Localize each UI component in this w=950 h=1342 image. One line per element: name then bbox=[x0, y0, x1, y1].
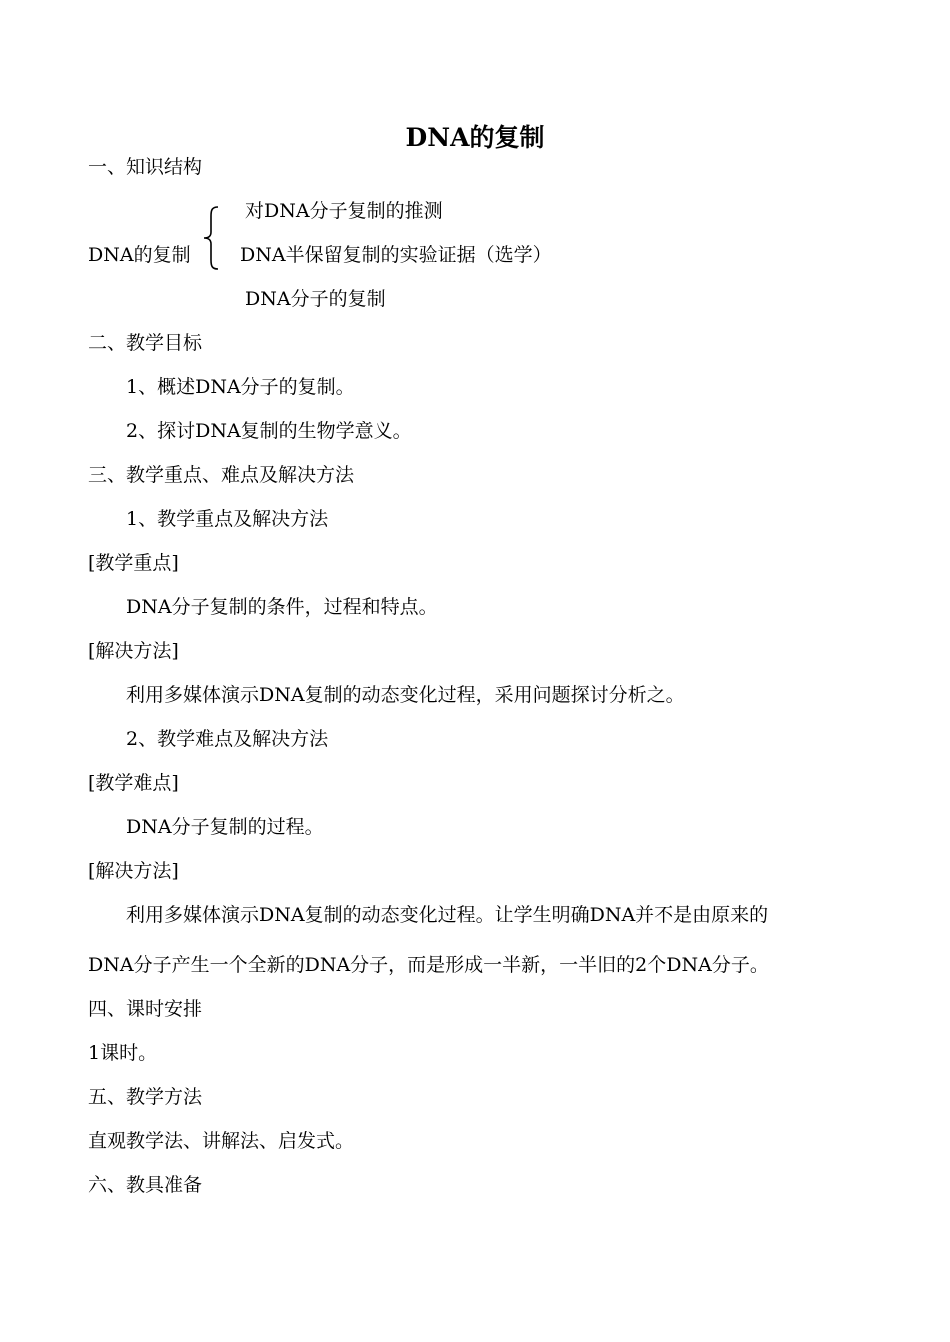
text-difficulty: DNA分子复制的过程。 bbox=[126, 816, 324, 838]
structure-branch-2: DNA半保留复制的实验证据（选学） bbox=[240, 244, 552, 266]
section-heading-teaching-methods: 五、教学方法 bbox=[88, 1086, 203, 1108]
structure-branch-1: 对DNA分子复制的推测 bbox=[245, 200, 443, 222]
section-heading-knowledge-structure: 一、知识结构 bbox=[88, 156, 203, 178]
subheading-key-points: 1、教学重点及解决方法 bbox=[126, 508, 329, 530]
structure-branch-3: DNA分子的复制 bbox=[245, 288, 386, 310]
structure-root-label: DNA的复制 bbox=[88, 244, 191, 266]
goal-item-2: 2、探讨DNA复制的生物学意义。 bbox=[126, 420, 412, 442]
text-method-2-line-1: 利用多媒体演示DNA复制的动态变化过程。让学生明确DNA并不是由原来的 bbox=[126, 904, 769, 926]
text-schedule: 1课时。 bbox=[88, 1042, 158, 1064]
text-teaching-methods: 直观教学法、讲解法、启发式。 bbox=[88, 1130, 355, 1152]
document-title: DNA的复制 bbox=[405, 123, 545, 152]
section-heading-teaching-aids: 六、教具准备 bbox=[88, 1174, 203, 1196]
label-key-point: [教学重点] bbox=[88, 552, 179, 574]
section-heading-schedule: 四、课时安排 bbox=[88, 998, 203, 1020]
text-method-2-line-2: DNA分子产生一个全新的DNA分子，而是形成一半新，一半旧的2个DNA分子。 bbox=[88, 954, 769, 976]
subheading-difficulties: 2、教学难点及解决方法 bbox=[126, 728, 329, 750]
text-method-1: 利用多媒体演示DNA复制的动态变化过程，采用问题探讨分析之。 bbox=[126, 684, 685, 706]
label-method-1: [解决方法] bbox=[88, 640, 179, 662]
goal-item-1: 1、概述DNA分子的复制。 bbox=[126, 376, 355, 398]
curly-brace-icon bbox=[200, 206, 222, 270]
text-key-point: DNA分子复制的条件，过程和特点。 bbox=[126, 596, 438, 618]
section-heading-key-points: 三、教学重点、难点及解决方法 bbox=[88, 464, 355, 486]
label-method-2: [解决方法] bbox=[88, 860, 179, 882]
label-difficulty: [教学难点] bbox=[88, 772, 179, 794]
section-heading-teaching-goals: 二、教学目标 bbox=[88, 332, 203, 354]
